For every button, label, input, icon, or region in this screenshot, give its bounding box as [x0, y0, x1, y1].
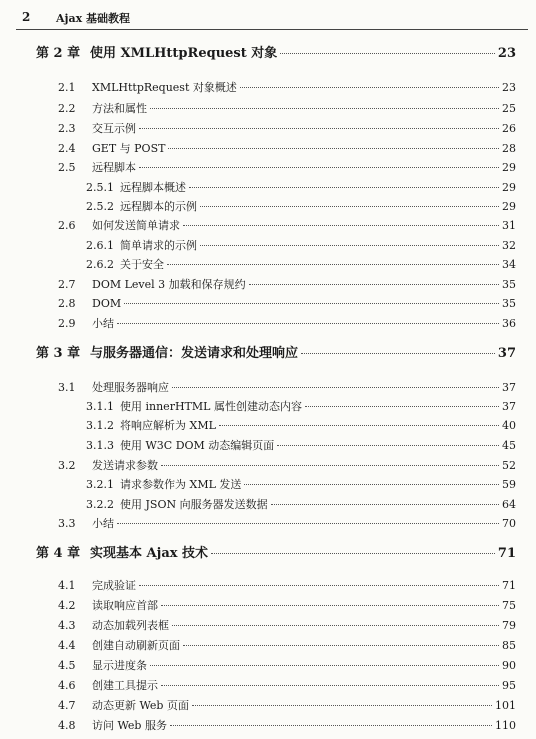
dot-leader: [240, 86, 499, 88]
toc-section-entry: [86, 257, 516, 273]
toc-entry-number: 2.5.1: [86, 181, 114, 194]
toc-entry-title: GET 与 POST: [92, 142, 166, 155]
dot-leader: [150, 107, 499, 109]
toc-entry-title: 远程脚本的示例: [120, 200, 197, 213]
toc-entry-number: 3.1: [58, 381, 76, 394]
toc-section-entry: [86, 438, 516, 454]
dot-leader: [219, 424, 499, 426]
toc-entry-title: 访问 Web 服务: [92, 719, 167, 732]
toc-chapter-entry: [36, 46, 516, 62]
toc-entry-page: 110: [495, 719, 516, 732]
toc-entry-number: 2.6.2: [86, 258, 114, 271]
toc-entry-number: 4.8: [58, 719, 76, 732]
toc-entry-title: 方法和属性: [92, 102, 147, 115]
toc-entry-page: 40: [502, 419, 516, 432]
dot-leader: [161, 604, 499, 606]
toc-entry-page: 71: [497, 546, 516, 561]
toc-entry-title: 使用 W3C DOM 动态编辑页面: [120, 439, 275, 452]
toc-section-entry: [58, 516, 516, 532]
toc-entry-page: 52: [502, 459, 516, 472]
dot-leader: [168, 147, 499, 149]
dot-leader: [280, 52, 495, 54]
toc-entry-page: 101: [495, 699, 516, 712]
toc-section-entry: [58, 578, 516, 594]
toc-entry-title: 动态更新 Web 页面: [92, 699, 189, 712]
toc-section-entry: [58, 121, 516, 137]
dot-leader: [124, 302, 499, 304]
toc-entry-number: 4.4: [58, 639, 76, 652]
toc-entry-page: 35: [502, 297, 516, 310]
dot-leader: [139, 584, 499, 586]
toc-entry-number: 3.2.2: [86, 498, 114, 511]
toc-entry-page: 75: [502, 599, 516, 612]
toc-section-entry: [86, 180, 516, 196]
toc-entry-title: 小结: [92, 517, 114, 530]
toc-entry-title: 关于安全: [120, 258, 164, 271]
toc-entry-page: 23: [497, 46, 516, 61]
toc-entry-number: 4.1: [58, 579, 76, 592]
toc-entry-title: 小结: [92, 317, 114, 330]
dot-leader: [211, 552, 495, 554]
toc-entry-title: 使用 innerHTML 属性创建动态内容: [120, 400, 302, 413]
toc-section-entry: [58, 80, 516, 96]
toc-entry-page: 37: [502, 400, 516, 413]
dot-leader: [170, 724, 492, 726]
toc-section-entry: [58, 638, 516, 654]
dot-leader: [161, 684, 499, 686]
toc-entry-title: 如何发送简单请求: [92, 219, 180, 232]
dot-leader: [249, 283, 499, 285]
toc-entry-page: 32: [502, 239, 516, 252]
toc-entry-number: 2.3: [58, 122, 76, 135]
toc-entry-page: 31: [502, 219, 516, 232]
toc-section-entry: [86, 199, 516, 215]
toc-section-entry: [58, 618, 516, 634]
dot-leader: [271, 503, 499, 505]
toc-entry-title: 将响应解析为 XML: [120, 419, 216, 432]
dot-leader: [117, 522, 499, 524]
toc-entry-number: 第 4 章: [36, 546, 81, 561]
toc-section-entry: [86, 497, 516, 513]
dot-leader: [139, 166, 499, 168]
toc-entry-number: 2.4: [58, 142, 76, 155]
dot-leader: [301, 352, 495, 354]
toc-entry-title: 远程脚本概述: [120, 181, 186, 194]
toc-entry-number: 3.2: [58, 459, 76, 472]
toc-entry-page: 34: [502, 258, 516, 271]
toc-entry-title: 请求参数作为 XML 发送: [120, 478, 242, 491]
toc-entry-page: 90: [502, 659, 516, 672]
toc-entry-number: 4.3: [58, 619, 76, 632]
page-header: [0, 0, 536, 30]
dot-leader: [172, 386, 499, 388]
toc-entry-page: 37: [502, 381, 516, 394]
toc-entry-number: 4.7: [58, 699, 76, 712]
toc-entry-title: 发送请求参数: [92, 459, 158, 472]
dot-leader: [161, 464, 499, 466]
dot-leader: [200, 205, 499, 207]
toc-entry-title: DOM: [92, 297, 122, 310]
header-rule: [16, 29, 528, 30]
toc-entry-title: 交互示例: [92, 122, 136, 135]
dot-leader: [117, 322, 499, 324]
toc-chapter-entry: [36, 346, 516, 362]
toc-section-entry: [86, 418, 516, 434]
toc-entry-number: 4.2: [58, 599, 76, 612]
toc-entry-number: 4.5: [58, 659, 76, 672]
toc-entry-number: 3.1.2: [86, 419, 114, 432]
toc-section-entry: [58, 160, 516, 176]
toc-entry-page: 37: [497, 346, 516, 361]
dot-leader: [183, 224, 499, 226]
toc-section-entry: [58, 141, 516, 157]
toc-entry-page: 71: [502, 579, 516, 592]
dot-leader: [305, 405, 499, 407]
toc-entry-page: 29: [502, 181, 516, 194]
toc-entry-title: 使用 XMLHttpRequest 对象: [90, 46, 278, 61]
toc-entry-title: 显示进度条: [92, 659, 147, 672]
toc-section-entry: [58, 218, 516, 234]
toc-section-entry: [86, 238, 516, 254]
toc-entry-number: 2.9: [58, 317, 76, 330]
toc-entry-number: 2.5.2: [86, 200, 114, 213]
toc-entry-title: 简单请求的示例: [120, 239, 197, 252]
toc-entry-page: 36: [502, 317, 516, 330]
toc-entry-number: 2.8: [58, 297, 76, 310]
toc-entry-title: 创建自动刷新页面: [92, 639, 180, 652]
toc-section-entry: [58, 698, 516, 714]
toc-entry-number: 第 3 章: [36, 346, 81, 361]
toc-entry-page: 70: [502, 517, 516, 530]
toc-section-entry: [58, 316, 516, 332]
toc-entry-title: 远程脚本: [92, 161, 136, 174]
dot-leader: [183, 644, 499, 646]
toc-entry-number: 2.5: [58, 161, 76, 174]
dot-leader: [192, 704, 492, 706]
toc-chapter-entry: [36, 546, 516, 562]
toc-section-entry: [86, 477, 516, 493]
toc-entry-title: 完成验证: [92, 579, 136, 592]
toc-entry-number: 3.1.1: [86, 400, 114, 413]
toc-entry-page: 29: [502, 161, 516, 174]
toc-entry-title: XMLHttpRequest 对象概述: [92, 81, 237, 94]
toc-entry-number: 3.2.1: [86, 478, 114, 491]
toc-entry-page: 45: [502, 439, 516, 452]
toc-entry-page: 79: [502, 619, 516, 632]
toc-entry-title: 动态加载列表框: [92, 619, 169, 632]
toc-section-entry: [58, 101, 516, 117]
toc-entry-number: 3.3: [58, 517, 76, 530]
dot-leader: [244, 483, 499, 485]
toc-entry-title: DOM Level 3 加载和保存规约: [92, 278, 246, 291]
toc-entry-page: 28: [502, 142, 516, 155]
toc-entry-number: 2.1: [58, 81, 76, 94]
toc-section-entry: [58, 598, 516, 614]
toc-entry-number: 4.6: [58, 679, 76, 692]
toc-entry-page: 29: [502, 200, 516, 213]
toc-entry-title: 处理服务器响应: [92, 381, 169, 394]
toc-entry-page: 59: [502, 478, 516, 491]
toc-entry-number: 第 2 章: [36, 46, 81, 61]
toc-entry-title: 读取响应首部: [92, 599, 158, 612]
toc-entry-page: 23: [502, 81, 516, 94]
toc-entry-page: 85: [502, 639, 516, 652]
toc-entry-number: 2.6: [58, 219, 76, 232]
toc-entry-title: 使用 JSON 向服务器发送数据: [120, 498, 268, 511]
dot-leader: [200, 244, 499, 246]
dot-leader: [277, 444, 499, 446]
dot-leader: [150, 664, 499, 666]
dot-leader: [139, 127, 499, 129]
toc-entry-title: 创建工具提示: [92, 679, 158, 692]
toc-entry-page: 64: [502, 498, 516, 511]
book-title: Ajax 基础教程: [56, 12, 131, 25]
toc-entry-title: 与服务器通信：发送请求和处理响应: [90, 346, 299, 361]
toc-section-entry: [86, 399, 516, 415]
toc-section-entry: [58, 718, 516, 734]
dot-leader: [189, 186, 499, 188]
toc-entry-page: 25: [502, 102, 516, 115]
toc-section-entry: [58, 296, 516, 312]
toc-entry-number: 2.2: [58, 102, 76, 115]
toc-entry-number: 2.6.1: [86, 239, 114, 252]
toc-entry-number: 3.1.3: [86, 439, 114, 452]
page-number: 2: [22, 10, 31, 24]
toc-entry-page: 35: [502, 278, 516, 291]
toc-section-entry: [58, 458, 516, 474]
toc-section-entry: [58, 380, 516, 396]
toc-entry-title: 实现基本 Ajax 技术: [90, 546, 209, 561]
dot-leader: [172, 624, 499, 626]
toc-section-entry: [58, 658, 516, 674]
toc-section-entry: [58, 277, 516, 293]
toc-entry-page: 95: [502, 679, 516, 692]
dot-leader: [167, 263, 499, 265]
toc-entry-page: 26: [502, 122, 516, 135]
toc-entry-number: 2.7: [58, 278, 76, 291]
toc-section-entry: [58, 678, 516, 694]
